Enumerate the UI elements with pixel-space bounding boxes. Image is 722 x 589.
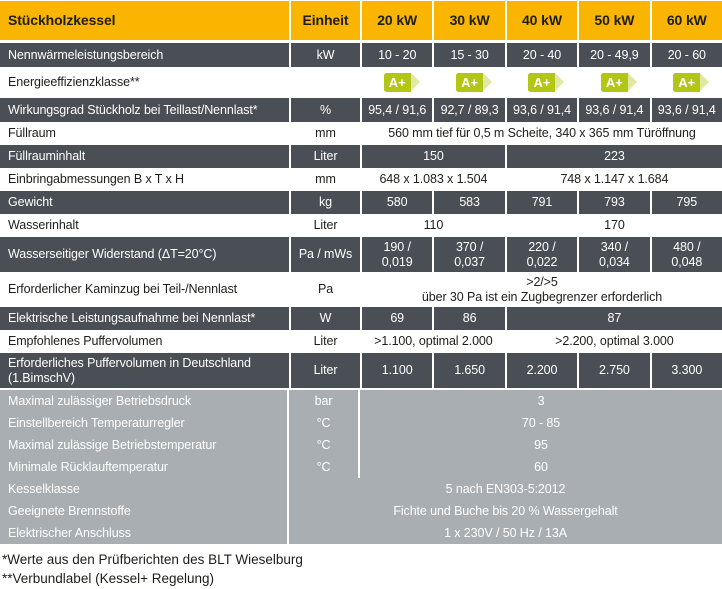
unit-cell: % xyxy=(291,98,360,122)
value-cell: 793 xyxy=(579,191,649,214)
energy-label-a-plus-icon: A+ xyxy=(456,73,483,92)
unit-cell: Liter xyxy=(291,353,360,388)
table-row xyxy=(0,390,722,412)
value-cell: >1.100, optimal 2.000 xyxy=(374,334,493,348)
table-row xyxy=(0,191,722,214)
unit-cell: kW xyxy=(291,43,360,67)
unit-cell: Liter xyxy=(313,218,338,232)
value-cell: 795 xyxy=(652,191,722,214)
row-label: Wasserseitiger Widerstand (ΔT=20°C) xyxy=(0,237,289,272)
value-cell: >2.200, optimal 3.000 xyxy=(555,334,674,348)
table-row xyxy=(0,500,722,522)
table-header xyxy=(0,1,722,40)
row-label: Elektrische Leistungsaufnahme bei Nennlast* xyxy=(0,307,289,330)
value-cell: 583 xyxy=(434,191,504,214)
value-cell: 340 / 0,034 xyxy=(579,237,649,272)
value-cell: 95,4 / 91,6 xyxy=(362,98,432,122)
row-label: Kesselklasse xyxy=(0,478,289,500)
energy-label-a-plus-icon: A+ xyxy=(601,73,628,92)
row-label: Maximal zulässige Betriebstemperatur xyxy=(0,434,289,456)
table-row xyxy=(0,456,722,478)
row-label: Minimale Rücklauftemperatur xyxy=(0,456,289,478)
row-label: Energieeffizienzklasse** xyxy=(8,75,140,89)
value-cell: 86 xyxy=(434,307,504,330)
table-row xyxy=(0,434,722,456)
column-header-60kw: 60 kW xyxy=(652,1,722,40)
page-title: Stückholzkessel xyxy=(0,1,289,40)
table-row xyxy=(0,353,722,388)
unit-cell: mm xyxy=(315,126,336,140)
value-line: >2/>5 xyxy=(526,274,558,289)
row-label: Erforderliches Puffervolumen in Deutschland (1.BimschV) xyxy=(0,353,289,388)
value-cell: 60 xyxy=(534,460,548,474)
value-cell: 2.750 xyxy=(579,353,649,388)
value-cell: 370 / 0,037 xyxy=(434,237,504,272)
table-row xyxy=(0,214,722,237)
value-cell: 791 xyxy=(507,191,577,214)
table-row xyxy=(0,145,722,168)
column-header-40kw: 40 kW xyxy=(507,1,577,40)
value-cell xyxy=(652,67,722,98)
footnotes xyxy=(0,544,722,588)
unit-cell: °C xyxy=(289,434,360,456)
footnote-values-source: *Werte aus den Prüfberichten des BLT Wieselburg xyxy=(2,552,303,567)
table-row xyxy=(0,237,722,272)
row-label: Gewicht xyxy=(0,191,289,214)
value-cell: 2.200 xyxy=(507,353,577,388)
value-cell: 20 - 60 xyxy=(652,43,722,67)
energy-label-a-plus-icon: A+ xyxy=(673,73,700,92)
value-cell: 93,6 / 91,4 xyxy=(507,98,577,122)
row-label: Nennwärmeleistungsbereich xyxy=(0,43,289,67)
row-label: Wasserinhalt xyxy=(8,218,79,232)
unit-cell: °C xyxy=(289,412,360,434)
table-row xyxy=(0,122,722,145)
column-header-50kw: 50 kW xyxy=(579,1,649,40)
value-cell: 20 - 49,9 xyxy=(579,43,649,67)
value-cell xyxy=(507,67,577,98)
value-cell: 223 xyxy=(507,145,722,168)
row-label: Geeignete Brennstoffe xyxy=(0,500,289,522)
table-row xyxy=(0,522,722,544)
table-row xyxy=(0,43,722,67)
value-cell: 15 - 30 xyxy=(434,43,504,67)
unit-cell: Liter xyxy=(291,145,360,168)
unit-cell: °C xyxy=(289,456,360,478)
value-cell: 190 / 0,019 xyxy=(362,237,432,272)
row-label: Einstellbereich Temperaturregler xyxy=(0,412,289,434)
value-cell: 87 xyxy=(507,307,722,330)
unit-cell: mm xyxy=(315,172,336,186)
value-cell xyxy=(434,67,504,98)
table-row xyxy=(0,67,722,98)
value-cell xyxy=(579,67,649,98)
row-label: Erforderlicher Kaminzug bei Teil-/Nennlast xyxy=(8,282,238,296)
value-cell: 648 x 1.083 x 1.504 xyxy=(379,172,488,186)
unit-cell: Pa xyxy=(317,282,334,296)
value-cell: 480 / 0,048 xyxy=(652,237,722,272)
row-label: Wirkungsgrad Stückholz bei Teillast/Nennlast* xyxy=(0,98,289,122)
table-row xyxy=(0,98,722,122)
value-cell: 1 x 230V / 50 Hz / 13A xyxy=(444,526,567,540)
energy-label-a-plus-icon: A+ xyxy=(528,73,555,92)
value-cell: 3 xyxy=(537,394,545,408)
value-cell xyxy=(362,272,722,307)
row-label: Empfohlenes Puffervolumen xyxy=(8,334,163,348)
energy-label-a-plus-icon: A+ xyxy=(384,73,411,92)
operating-limits-section xyxy=(0,390,722,544)
footnote-label-note: **Verbundlabel (Kessel+ Regelung) xyxy=(2,571,215,586)
value-cell: 110 xyxy=(423,218,444,232)
unit-cell: bar xyxy=(289,390,360,412)
value-cell: Fichte und Buche bis 20 % Wassergehalt xyxy=(393,504,618,518)
value-cell: 1.100 xyxy=(362,353,432,388)
row-label: Einbringabmessungen B x T x H xyxy=(8,172,184,186)
value-line: über 30 Pa ist ein Zugbegrenzer erforderlich xyxy=(421,289,663,304)
value-cell: 70 - 85 xyxy=(521,416,561,430)
value-cell: 10 - 20 xyxy=(362,43,432,67)
value-cell: 150 xyxy=(362,145,505,168)
value-cell: 93,6 / 91,4 xyxy=(579,98,649,122)
table-row xyxy=(0,478,722,500)
value-cell xyxy=(362,67,432,98)
table-row xyxy=(0,307,722,330)
table-row xyxy=(0,168,722,191)
row-label: Füllraum xyxy=(8,126,56,140)
value-cell: 560 mm tief für 0,5 m Scheite, 340 x 365 mm Türöffnung xyxy=(388,126,696,140)
value-cell: 580 xyxy=(362,191,432,214)
row-label: Füllrauminhalt xyxy=(0,145,289,168)
unit-cell: Pa / mWs xyxy=(291,237,360,272)
column-header-30kw: 30 kW xyxy=(434,1,504,40)
table-row xyxy=(0,412,722,434)
value-cell: 5 nach EN303-5:2012 xyxy=(445,482,566,496)
value-cell: 20 - 40 xyxy=(507,43,577,67)
value-cell: 220 / 0,022 xyxy=(507,237,577,272)
unit-cell: W xyxy=(291,307,360,330)
value-cell: 3.300 xyxy=(652,353,722,388)
value-cell: 93,6 / 91,4 xyxy=(652,98,722,122)
value-cell: 92,7 / 89,3 xyxy=(434,98,504,122)
table-row xyxy=(0,330,722,353)
row-label: Elektrischer Anschluss xyxy=(0,522,289,544)
value-cell: 69 xyxy=(362,307,432,330)
unit-cell: kg xyxy=(291,191,360,214)
column-header-unit: Einheit xyxy=(291,1,360,40)
unit-cell xyxy=(291,67,360,98)
value-cell: 170 xyxy=(604,218,625,232)
table-row xyxy=(0,272,722,307)
unit-cell: Liter xyxy=(313,334,338,348)
value-cell: 748 x 1.147 x 1.684 xyxy=(560,172,669,186)
value-cell: 95 xyxy=(534,438,548,452)
row-label: Maximal zulässiger Betriebsdruck xyxy=(0,390,289,412)
value-cell: 1.650 xyxy=(434,353,504,388)
column-header-20kw: 20 kW xyxy=(362,1,432,40)
